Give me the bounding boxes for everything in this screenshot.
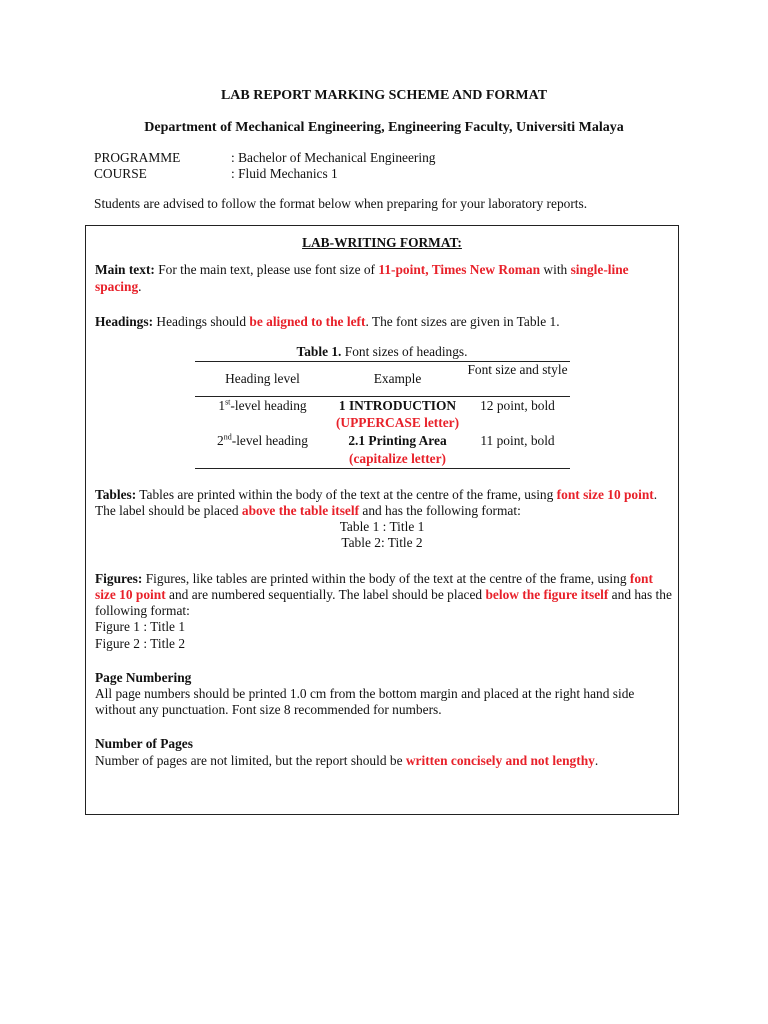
level-sup: nd bbox=[223, 432, 232, 442]
level-num: 2 bbox=[217, 433, 224, 448]
tables-position-emphasis: above the table itself bbox=[241, 503, 360, 518]
figures-paragraph bbox=[95, 571, 673, 619]
course-info bbox=[94, 150, 436, 182]
figures-t2: and are numbered sequentially. The label should be placed bbox=[165, 587, 486, 602]
level-rest: -level heading bbox=[230, 398, 307, 413]
level-rest: -level heading bbox=[231, 433, 308, 448]
table-caption-text: Font sizes of headings. bbox=[341, 344, 468, 359]
course-row bbox=[94, 166, 436, 182]
table-header-rule bbox=[195, 396, 570, 397]
table-caption-label: Table 1. bbox=[296, 344, 342, 359]
main-text-label: Main text: bbox=[95, 262, 155, 277]
figures-t3: and has the following format: bbox=[95, 587, 672, 618]
page-numbering-heading: Page Numbering bbox=[95, 670, 192, 685]
frame-title: LAB-WRITING FORMAT: bbox=[302, 235, 462, 250]
table-caption bbox=[86, 344, 678, 360]
figures-t1: Figures, like tables are printed within the body of the text at the centre of the frame, using bbox=[142, 571, 630, 586]
intro-text: Students are advised to follow the format below when preparing for your laboratory reports. bbox=[94, 196, 588, 211]
tables-label: Tables: bbox=[95, 487, 137, 502]
main-text-t2: with bbox=[540, 262, 571, 277]
table-row-2-level bbox=[195, 433, 330, 449]
number-of-pages-heading: Number of Pages bbox=[95, 736, 193, 751]
table-bottom-rule bbox=[195, 468, 570, 469]
headings-label: Headings: bbox=[95, 314, 154, 329]
table-row-2-note: (capitalize letter) bbox=[348, 451, 447, 466]
figure-format-example-1: Figure 1 : Title 1 bbox=[95, 619, 186, 634]
tables-t3: and has the following format: bbox=[359, 503, 521, 518]
level-sup: st bbox=[225, 397, 231, 407]
tables-paragraph bbox=[95, 487, 673, 519]
figures-position-emphasis: below the figure itself bbox=[485, 587, 609, 602]
number-of-pages-t2: . bbox=[594, 753, 599, 768]
headings-t1: Headings should bbox=[153, 314, 250, 329]
tables-t1: Tables are printed within the body of the text at the centre of the frame, using bbox=[136, 487, 557, 502]
table-row-1-example: 1 INTRODUCTION bbox=[338, 398, 457, 413]
number-of-pages-emphasis: written concisely and not lengthy bbox=[405, 753, 595, 768]
programme-label: PROGRAMME bbox=[94, 150, 181, 165]
tables-font-emphasis: font size 10 point bbox=[556, 487, 654, 502]
table-header-example: Example bbox=[373, 371, 422, 386]
main-text-t3: . bbox=[138, 279, 142, 294]
course-label: COURSE bbox=[94, 166, 147, 181]
headings-t2: . The font sizes are given in Table 1. bbox=[365, 314, 560, 329]
figures-label: Figures: bbox=[95, 571, 143, 586]
figures-font-emphasis: font size 10 point bbox=[95, 571, 653, 602]
programme-row bbox=[94, 150, 436, 166]
level-num: 1 bbox=[218, 398, 226, 413]
main-text-font-emphasis: 11-point, Times New Roman bbox=[378, 262, 541, 277]
table-header-style: Font size and style bbox=[467, 362, 568, 377]
headings-paragraph bbox=[95, 314, 673, 330]
main-text-t1: For the main text, please use font size of bbox=[154, 262, 379, 277]
programme-value: : Bachelor of Mechanical Engineering bbox=[231, 150, 436, 165]
table-row-2-example: 2.1 Printing Area bbox=[348, 433, 447, 448]
table-format-example-1: Table 1 : Title 1 bbox=[339, 519, 425, 534]
table-row-1-style: 12 point, bold bbox=[480, 398, 555, 413]
table-header-level: Heading level bbox=[225, 371, 300, 386]
number-of-pages-paragraph bbox=[95, 753, 673, 769]
department-subtitle: Department of Mechanical Engineering, Engineering Faculty, Universiti Malaya bbox=[144, 120, 624, 135]
main-text-spacing-emphasis: single-line spacing bbox=[95, 262, 629, 294]
figure-format-example-2: Figure 2 : Title 2 bbox=[95, 636, 186, 651]
number-of-pages-t1: Number of pages are not limited, but the report should be bbox=[95, 753, 406, 768]
main-text-paragraph bbox=[95, 261, 673, 295]
tables-t2: . The label should be placed bbox=[95, 487, 658, 518]
format-frame bbox=[85, 225, 679, 815]
table-row-2-style: 11 point, bold bbox=[480, 433, 555, 448]
course-value: : Fluid Mechanics 1 bbox=[231, 166, 338, 181]
page-numbering-text: All page numbers should be printed 1.0 cm from the bottom margin and placed at the right hand side without any punctuation. Font size 8 recommended for numbers. bbox=[95, 686, 635, 717]
table-row-1-note: (UPPERCASE letter) bbox=[335, 415, 460, 430]
table-row-1-level bbox=[195, 398, 330, 414]
headings-emphasis: be aligned to the left bbox=[249, 314, 366, 329]
document-title: LAB REPORT MARKING SCHEME AND FORMAT bbox=[220, 88, 548, 103]
table-format-example-2: Table 2: Title 2 bbox=[341, 535, 423, 550]
